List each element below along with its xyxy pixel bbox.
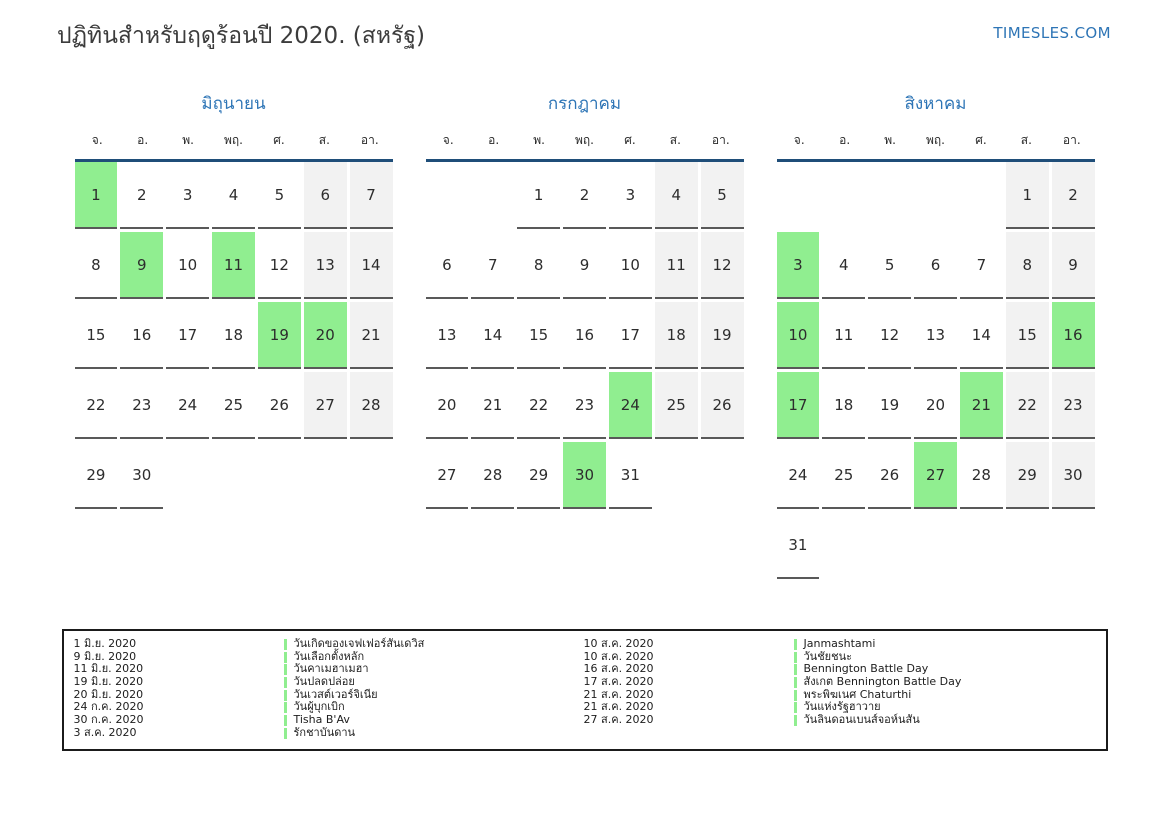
legend-marker-icon xyxy=(284,702,287,713)
legend-date: 16 ส.ค. 2020 xyxy=(583,662,654,676)
day-number: 9 xyxy=(1068,255,1078,274)
day-number: 26 xyxy=(712,395,732,414)
weekday-label: ส. xyxy=(669,133,681,147)
day-number: 23 xyxy=(1063,395,1083,414)
months-row xyxy=(75,90,1095,579)
day-cell xyxy=(166,302,209,369)
day-cell xyxy=(1052,302,1095,369)
day-cell xyxy=(258,232,301,299)
day-cell xyxy=(471,372,514,439)
day-cell xyxy=(563,302,606,369)
weekday-label: จ. xyxy=(793,133,805,147)
day-number: 3 xyxy=(625,185,636,204)
day-number: 6 xyxy=(442,255,452,274)
day-number: 7 xyxy=(488,255,498,274)
legend-column xyxy=(64,638,574,740)
legend-label: วันชัยชนะ xyxy=(803,649,853,663)
weekday-header xyxy=(777,131,1095,162)
day-number: 18 xyxy=(666,325,686,344)
day-cell xyxy=(914,442,957,509)
day-cell xyxy=(822,372,865,439)
day-cell xyxy=(563,372,606,439)
legend-label: วันเกิดของเจฟเฟอร์สันเดวิส xyxy=(293,637,425,650)
legend-marker-icon xyxy=(794,677,797,688)
legend-label: วันเวสต์เวอร์จิเนีย xyxy=(293,687,378,701)
weekday-label: พ. xyxy=(182,133,194,147)
page-title: ปฏิทินสำหรับฤดูร้อนปี 2020. (สหรัฐ) xyxy=(57,23,425,49)
legend-date: 27 ส.ค. 2020 xyxy=(583,713,654,727)
legend-label: วันปลดปล่อย xyxy=(293,675,355,689)
day-cell xyxy=(960,372,1003,439)
day-number: 31 xyxy=(620,465,640,484)
day-cell xyxy=(75,162,118,229)
legend-entry xyxy=(64,638,574,651)
day-number: 7 xyxy=(976,255,987,274)
day-cell xyxy=(212,232,255,299)
day-number: 30 xyxy=(1063,465,1083,484)
legend-date: 9 มิ.ย. 2020 xyxy=(73,649,137,663)
day-cell xyxy=(212,162,255,229)
legend-marker-icon xyxy=(284,677,287,688)
day-number: 11 xyxy=(834,325,854,344)
day-number: 12 xyxy=(269,255,289,274)
day-cell xyxy=(914,162,957,229)
day-cell xyxy=(517,372,560,439)
day-number: 18 xyxy=(223,325,244,344)
day-cell xyxy=(350,162,393,229)
day-number: 18 xyxy=(834,395,854,414)
day-number: 19 xyxy=(712,325,732,344)
day-number: 11 xyxy=(666,255,686,274)
legend-marker-icon xyxy=(794,690,797,701)
legend-label: วันเลือกตั้งหลัก xyxy=(293,649,365,663)
day-cell xyxy=(655,302,698,369)
legend-date: 10 ส.ค. 2020 xyxy=(583,637,654,650)
day-cell xyxy=(471,442,514,509)
legend-date: 20 มิ.ย. 2020 xyxy=(73,687,144,701)
day-number: 4 xyxy=(228,185,239,204)
day-cell xyxy=(914,512,957,579)
day-cell xyxy=(868,162,911,229)
day-number: 2 xyxy=(579,185,590,204)
day-cell xyxy=(822,162,865,229)
day-cell xyxy=(701,162,744,229)
legend-marker-icon xyxy=(794,715,797,726)
day-cell xyxy=(960,512,1003,579)
legend-entry xyxy=(574,638,1106,651)
day-cell xyxy=(350,232,393,299)
legend-column xyxy=(574,638,1106,740)
day-number: 29 xyxy=(86,465,106,484)
day-cell xyxy=(350,302,393,369)
day-number: 22 xyxy=(86,395,106,414)
day-number: 31 xyxy=(788,535,808,554)
day-cell xyxy=(914,232,957,299)
day-cell xyxy=(609,162,652,229)
day-number: 8 xyxy=(533,255,544,274)
weekday-label: พฤ. xyxy=(223,133,243,147)
day-cell xyxy=(120,162,163,229)
day-cell xyxy=(609,302,652,369)
day-cell xyxy=(258,162,301,229)
day-cell xyxy=(563,232,606,299)
legend-date: 1 มิ.ย. 2020 xyxy=(73,637,137,650)
legend-date: 11 มิ.ย. 2020 xyxy=(73,662,144,676)
day-cell xyxy=(258,302,301,369)
day-number: 15 xyxy=(529,325,549,344)
day-number: 16 xyxy=(132,325,152,344)
day-cell xyxy=(304,232,347,299)
month-calendar xyxy=(75,90,393,509)
weekday-header xyxy=(426,131,744,162)
day-number: 13 xyxy=(437,325,457,344)
day-cell xyxy=(517,162,560,229)
day-number: 22 xyxy=(529,395,549,414)
weekday-header xyxy=(75,131,393,162)
day-cell xyxy=(426,372,469,439)
legend-date: 21 ส.ค. 2020 xyxy=(583,700,654,714)
day-cell xyxy=(777,232,820,299)
month-calendar xyxy=(426,90,744,509)
day-cell xyxy=(1006,302,1049,369)
legend-date: 17 ส.ค. 2020 xyxy=(583,675,654,689)
legend-label: สังเกต Bennington Battle Day xyxy=(803,675,962,689)
day-number: 5 xyxy=(884,255,895,274)
day-cell xyxy=(304,162,347,229)
day-cell xyxy=(701,302,744,369)
day-cell xyxy=(777,442,820,509)
day-number: 4 xyxy=(839,255,849,274)
day-cell xyxy=(914,302,957,369)
day-number: 26 xyxy=(269,395,289,414)
day-cell xyxy=(304,372,347,439)
day-number: 9 xyxy=(579,255,590,274)
day-number: 20 xyxy=(437,395,457,414)
legend-date: 30 ก.ค. 2020 xyxy=(73,713,144,727)
day-cell xyxy=(1006,232,1049,299)
day-cell xyxy=(166,372,209,439)
weekday-label: ศ. xyxy=(273,133,285,147)
day-cell xyxy=(822,442,865,509)
legend-marker-icon xyxy=(284,652,287,663)
legend-marker-icon xyxy=(284,690,287,701)
day-number: 17 xyxy=(788,395,808,414)
day-cell xyxy=(350,442,393,509)
day-number: 19 xyxy=(880,395,900,414)
day-number: 15 xyxy=(86,325,106,344)
weekday-label: อา. xyxy=(360,133,379,147)
day-cell xyxy=(1006,442,1049,509)
legend-marker-icon xyxy=(284,664,287,675)
day-cell xyxy=(868,442,911,509)
day-number: 12 xyxy=(880,325,900,344)
day-cell xyxy=(914,372,957,439)
day-cell xyxy=(1052,512,1095,579)
day-number: 25 xyxy=(223,395,244,414)
day-cell xyxy=(777,372,820,439)
month-grid xyxy=(426,162,744,509)
legend-label: วันคาเมฮาเมฮา xyxy=(293,662,369,676)
day-cell xyxy=(822,512,865,579)
day-number: 14 xyxy=(483,325,503,344)
day-cell xyxy=(701,232,744,299)
day-number: 21 xyxy=(971,395,991,414)
day-cell xyxy=(166,442,209,509)
weekday-label: ส. xyxy=(1020,133,1032,147)
day-cell xyxy=(1006,512,1049,579)
legend-date: 24 ก.ค. 2020 xyxy=(73,700,144,714)
legend-box xyxy=(62,629,1108,751)
day-cell xyxy=(471,162,514,229)
day-cell xyxy=(75,232,118,299)
weekday-label: จ. xyxy=(91,133,103,147)
day-number: 1 xyxy=(533,185,544,204)
day-number: 17 xyxy=(178,325,198,344)
day-cell xyxy=(517,442,560,509)
day-number: 27 xyxy=(925,465,946,484)
day-cell xyxy=(120,302,163,369)
weekday-label: ส. xyxy=(318,133,330,147)
day-number: 7 xyxy=(366,185,376,204)
day-number: 1 xyxy=(91,185,101,204)
day-number: 24 xyxy=(788,465,808,484)
day-number: 21 xyxy=(361,325,381,344)
day-cell xyxy=(426,442,469,509)
legend-label: Janmashtami xyxy=(803,637,876,650)
day-cell xyxy=(212,372,255,439)
month-title: กรกฎาคม xyxy=(547,94,622,114)
legend-label: Tisha B'Av xyxy=(293,713,350,727)
day-cell xyxy=(655,232,698,299)
legend-label: วันลินดอนเบนส์จอห์นสัน xyxy=(803,713,920,727)
day-number: 6 xyxy=(930,255,941,274)
site-link[interactable]: TIMESLES.COM xyxy=(993,24,1111,42)
legend-marker-icon xyxy=(794,652,797,663)
legend-entry xyxy=(64,714,574,727)
day-cell xyxy=(777,512,820,579)
legend-entry xyxy=(64,676,574,689)
day-cell xyxy=(517,232,560,299)
weekday-label: จ. xyxy=(442,133,454,147)
day-number: 3 xyxy=(793,255,803,274)
weekday-label: อ. xyxy=(137,133,149,147)
weekday-label: อา. xyxy=(1062,133,1081,147)
day-cell xyxy=(1006,372,1049,439)
day-cell xyxy=(258,442,301,509)
day-cell xyxy=(304,442,347,509)
day-number: 16 xyxy=(574,325,595,344)
legend-marker-icon xyxy=(794,639,797,650)
month-calendar xyxy=(777,90,1095,579)
day-number: 29 xyxy=(529,465,549,484)
day-cell xyxy=(212,302,255,369)
day-number: 28 xyxy=(483,465,503,484)
day-number: 10 xyxy=(788,325,808,344)
legend-label: พระพิฆเนศ Chaturthi xyxy=(803,687,912,701)
day-number: 25 xyxy=(666,395,686,414)
legend-label: วันผู้บุกเบิก xyxy=(293,700,345,714)
day-number: 10 xyxy=(620,255,640,274)
month-title: มิถุนายน xyxy=(201,94,266,114)
day-cell xyxy=(960,232,1003,299)
weekday-label: พ. xyxy=(884,133,896,147)
day-number: 24 xyxy=(620,395,640,414)
day-cell xyxy=(1052,162,1095,229)
legend-entry xyxy=(64,727,574,740)
legend-marker-icon xyxy=(284,715,287,726)
day-cell xyxy=(822,232,865,299)
day-number: 28 xyxy=(971,465,991,484)
day-cell xyxy=(960,442,1003,509)
legend-marker-icon xyxy=(794,664,797,675)
legend-date: 10 ส.ค. 2020 xyxy=(583,649,654,663)
day-number: 11 xyxy=(223,255,244,274)
day-number: 24 xyxy=(178,395,198,414)
day-cell xyxy=(609,372,652,439)
day-cell xyxy=(655,372,698,439)
legend-label: วันแห่งรัฐฮาวาย xyxy=(803,700,881,714)
day-number: 16 xyxy=(1063,325,1083,344)
day-number: 17 xyxy=(620,325,640,344)
weekday-label: อ. xyxy=(839,133,851,147)
day-cell xyxy=(960,302,1003,369)
day-cell xyxy=(1052,442,1095,509)
legend-marker-icon xyxy=(284,639,287,650)
day-number: 26 xyxy=(880,465,900,484)
legend-label: รักชาบันดาน xyxy=(293,725,356,739)
day-number: 15 xyxy=(1017,325,1037,344)
day-number: 21 xyxy=(483,395,503,414)
legend-entry xyxy=(574,714,1106,727)
day-number: 23 xyxy=(132,395,152,414)
day-number: 27 xyxy=(437,465,457,484)
day-cell xyxy=(350,372,393,439)
day-cell xyxy=(1052,232,1095,299)
day-cell xyxy=(75,302,118,369)
legend-marker-icon xyxy=(284,728,287,739)
day-number: 27 xyxy=(315,395,335,414)
day-cell xyxy=(609,232,652,299)
day-number: 25 xyxy=(834,465,854,484)
day-number: 13 xyxy=(315,255,335,274)
day-cell xyxy=(120,442,163,509)
day-cell xyxy=(777,162,820,229)
day-number: 8 xyxy=(1022,255,1032,274)
day-cell xyxy=(426,162,469,229)
day-number: 5 xyxy=(274,185,285,204)
day-cell xyxy=(120,372,163,439)
day-number: 8 xyxy=(91,255,101,274)
day-cell xyxy=(258,372,301,439)
day-cell xyxy=(212,442,255,509)
day-number: 5 xyxy=(717,185,727,204)
day-number: 4 xyxy=(671,185,681,204)
day-number: 20 xyxy=(925,395,946,414)
legend-date: 19 มิ.ย. 2020 xyxy=(73,675,144,689)
day-cell xyxy=(868,302,911,369)
month-grid xyxy=(777,162,1095,579)
day-cell xyxy=(471,302,514,369)
weekday-label: พฤ. xyxy=(574,133,594,147)
weekday-label: อา. xyxy=(711,133,730,147)
day-cell xyxy=(120,232,163,299)
day-number: 28 xyxy=(361,395,381,414)
day-number: 14 xyxy=(971,325,991,344)
day-cell xyxy=(868,512,911,579)
legend-marker-icon xyxy=(794,702,797,713)
legend-label: Bennington Battle Day xyxy=(803,662,929,676)
day-number: 1 xyxy=(1022,185,1032,204)
day-cell xyxy=(701,442,744,509)
day-cell xyxy=(655,442,698,509)
day-cell xyxy=(563,442,606,509)
day-number: 6 xyxy=(320,185,330,204)
day-cell xyxy=(777,302,820,369)
day-number: 10 xyxy=(178,255,198,274)
day-cell xyxy=(166,162,209,229)
day-number: 3 xyxy=(182,185,193,204)
month-title: สิงหาคม xyxy=(904,94,967,114)
day-number: 22 xyxy=(1017,395,1037,414)
day-cell xyxy=(517,302,560,369)
weekday-label: ศ. xyxy=(975,133,987,147)
day-cell xyxy=(701,372,744,439)
day-cell xyxy=(426,302,469,369)
day-cell xyxy=(471,232,514,299)
weekday-label: พ. xyxy=(533,133,545,147)
day-number: 30 xyxy=(574,465,595,484)
day-cell xyxy=(868,372,911,439)
day-number: 14 xyxy=(361,255,381,274)
day-cell xyxy=(426,232,469,299)
legend-entry xyxy=(574,676,1106,689)
day-number: 9 xyxy=(137,255,147,274)
day-cell xyxy=(304,302,347,369)
day-number: 20 xyxy=(315,325,335,344)
month-grid xyxy=(75,162,393,509)
legend-date: 21 ส.ค. 2020 xyxy=(583,687,654,701)
day-number: 2 xyxy=(1068,185,1078,204)
day-cell xyxy=(960,162,1003,229)
day-cell xyxy=(75,372,118,439)
day-number: 2 xyxy=(137,185,147,204)
day-cell xyxy=(166,232,209,299)
page-header xyxy=(0,0,1169,54)
weekday-label: พฤ. xyxy=(925,133,945,147)
day-number: 30 xyxy=(132,465,152,484)
day-cell xyxy=(822,302,865,369)
day-number: 23 xyxy=(574,395,595,414)
day-cell xyxy=(655,162,698,229)
day-cell xyxy=(1052,372,1095,439)
weekday-label: อ. xyxy=(488,133,500,147)
day-cell xyxy=(609,442,652,509)
day-number: 13 xyxy=(925,325,946,344)
weekday-label: ศ. xyxy=(624,133,636,147)
day-cell xyxy=(75,442,118,509)
legend-date: 3 ส.ค. 2020 xyxy=(73,725,137,739)
day-number: 12 xyxy=(712,255,732,274)
day-cell xyxy=(563,162,606,229)
day-number: 29 xyxy=(1017,465,1037,484)
day-number: 19 xyxy=(269,325,289,344)
day-cell xyxy=(868,232,911,299)
day-cell xyxy=(1006,162,1049,229)
